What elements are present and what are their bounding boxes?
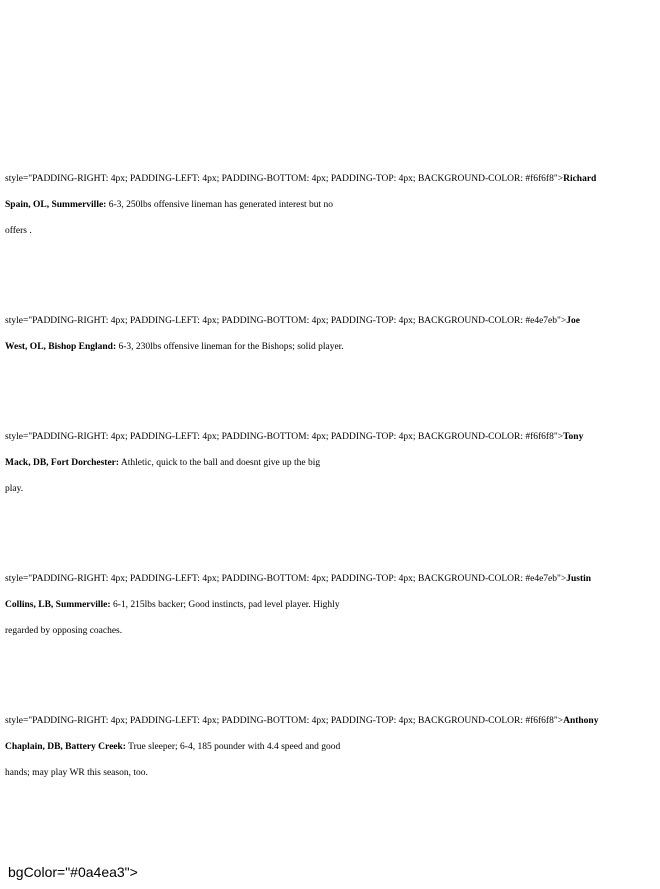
player-entry-tony-mack bbox=[5, 424, 645, 502]
entry-line-3: hands; may play WR this season, too. bbox=[5, 768, 148, 778]
style-attribute-text: style="PADDING-RIGHT: 4px; PADDING-LEFT: 4px; PADDING-BOTTOM: 4px; PADDING-TOP: 4px; BACKGROUND-COLOR: #e4e7eb"> bbox=[5, 574, 567, 584]
player-entry-anthony-chaplain bbox=[5, 708, 645, 786]
player-entry-joe-west bbox=[5, 308, 645, 360]
player-name-part2: Spain, OL, Summerville: bbox=[5, 200, 107, 210]
entry-line-3: offers . bbox=[5, 226, 32, 236]
entry-line-2 bbox=[5, 734, 645, 760]
player-name-part2: West, OL, Bishop England: bbox=[5, 342, 117, 352]
player-description: 6-3, 250lbs offensive lineman has generated interest but no bbox=[106, 200, 334, 210]
style-attribute-text: style="PADDING-RIGHT: 4px; PADDING-LEFT: 4px; PADDING-BOTTOM: 4px; PADDING-TOP: 4px; BACKGROUND-COLOR: #f6f6f8"> bbox=[5, 432, 564, 442]
entry-line-2 bbox=[5, 592, 645, 618]
entry-line-2 bbox=[5, 450, 645, 476]
player-name-part1: Richard bbox=[563, 174, 597, 184]
style-attribute-text: style="PADDING-RIGHT: 4px; PADDING-LEFT: 4px; PADDING-BOTTOM: 4px; PADDING-TOP: 4px; BACKGROUND-COLOR: #e4e7eb"> bbox=[5, 316, 567, 326]
player-name-part2: Mack, DB, Fort Dorchester: bbox=[5, 458, 120, 468]
entry-line-1 bbox=[5, 708, 645, 734]
player-name-part2: Chaplain, DB, Battery Creek: bbox=[5, 742, 126, 752]
player-name-part1: Justin bbox=[566, 574, 592, 584]
player-description: 6-1, 215lbs backer; Good instincts, pad level player. Highly bbox=[110, 600, 340, 610]
entry-line-2 bbox=[5, 192, 645, 218]
style-attribute-text: style="PADDING-RIGHT: 4px; PADDING-LEFT: 4px; PADDING-BOTTOM: 4px; PADDING-TOP: 4px; BACKGROUND-COLOR: #f6f6f8"> bbox=[5, 174, 564, 184]
player-name-part2: Collins, LB, Summerville: bbox=[5, 600, 111, 610]
player-name-part1: Tony bbox=[563, 432, 584, 442]
entry-line-3: regarded by opposing coaches. bbox=[5, 626, 123, 636]
entry-line-1 bbox=[5, 566, 645, 592]
entry-line-1 bbox=[5, 424, 645, 450]
player-description: 6-3, 230lbs offensive lineman for the Bishops; solid player. bbox=[116, 342, 344, 352]
entry-line-1 bbox=[5, 166, 645, 192]
player-name-part1: Joe bbox=[566, 316, 580, 326]
player-description: True sleeper; 6-4, 185 pounder with 4.4 speed and good bbox=[125, 742, 341, 752]
entry-line-3: play. bbox=[5, 484, 24, 494]
style-attribute-text: style="PADDING-RIGHT: 4px; PADDING-LEFT: 4px; PADDING-BOTTOM: 4px; PADDING-TOP: 4px; BACKGROUND-COLOR: #f6f6f8"> bbox=[5, 716, 564, 726]
footer-bgcolor-text: bgColor="#0a4ea3"> bbox=[8, 864, 138, 880]
entry-line-2 bbox=[5, 334, 645, 360]
player-entry-justin-collins bbox=[5, 566, 645, 644]
player-entry-richard-spain bbox=[5, 166, 645, 244]
player-name-part1: Anthony bbox=[563, 716, 599, 726]
player-description: Athletic, quick to the ball and doesnt give up the big bbox=[119, 458, 321, 468]
entry-line-1 bbox=[5, 308, 645, 334]
